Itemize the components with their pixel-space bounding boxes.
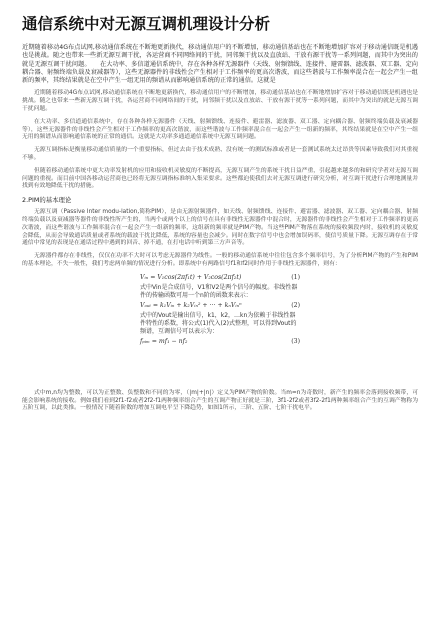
paragraph-pim-order: 式中m,n均为整数，可以为正整数、负整数和不同的为零，（|m|+|n|）定义为PIM产物的阶数。当m=n为奇数时，新产生的频率会落到接收频带，可能会影响系统的接收。例如我们看到2f1-f2或者2f2-f1两种频率组合产生的互调产物正好就是三阶，3f1-2f2或者3f2-2f1两种频率组合产生的互调产物称为五阶互调，以此类推。一般情况下随着阶数的增加互调电平呈下降趋势，如图1所示，三阶、五阶、七阶干扰电平。 [22,389,418,412]
section-heading: 2.PIM的基本理论 [22,196,72,205]
equation-1-text: Vᵢₙ = V₁cos(2πf₁t) + V₂cos(2πf₂t) [140,273,242,281]
equation-3-text: fₚᵢₘ = mf₁ − nf₂ [140,337,188,345]
paragraph-passive-devices: 在大功率、多信道通信系统中，存在各种各样无源器件（天线、射频馈线、连接件、避雷器、滤波器、双工器、定向耦合器、射频终端负载及衰减器等），这些无源器件的非线性会产生相对于工作频率的更高次谐波，而这些谐波与工作频率混合在一起会产生一组新的频率，其终结果就是在空中产生一组无用的频谱从而影响通信系统的正常的通信。这就是大功率多通道通信系统中无源互调问题。 [22,118,418,141]
equation-1-number: (1) [291,273,300,281]
equation-2-explanation: 式中的Vout是输出信号，k1，k2，…kn为依赖于非线性器件特性的系数，将公式(1)代入(2)式整理，可以得到Vout的频谱，互调信号可以表示为： [140,311,297,335]
paragraph-repeat: 近期随着移动4G布点试网,移动通信系统在不断地更新换代，移动通信用户的不断增加，移动通信基站也在不断地增加扩容对于移动通信既是机遇也是挑战。随之也带来一些新无源互调干扰，各运营商不同网络间的干扰，同邻频干扰以及直放站、干放有源干扰等一系列问题，而其中为突出的就是无源互调干扰问题。 [22,90,418,113]
formula-column [140,274,300,346]
paragraph-nonlinearity: 无源器件都存在非线性，仅仅在功率不大时可以考虑无源器件为线性。一般的移动通信系统中往往包含多个频率信号，为了分析PIM产物的产生和PIM的基本理论，不失一般性，我们考虑两单频的情况进行分析。即系统中有两路信号f1和f2同时作用于非线性无源器件，则有： [22,253,418,268]
paragraph-pim-importance: 但随着移动通信系统中更大功率发射机的应用和接收机灵敏度的不断提高，无源互调产生的系统干扰日益严重，引起越来越多的和研究学者对无源互调问题的重视。而目前中国各移动运营商也已经将无源互调指标准纳入集采要求。这些都迫使我们去对无源互调进行研究分析，对互调干扰进行合理地测量并找到有效地降低干扰的措施。 [22,167,418,190]
paragraph-intro: 近期随着移动4G布点试网,移动通信系统在不断地更新换代，移动通信用户的不断增加，移动通信基站也在不断地增加扩容对于移动通信既是机遇也是挑战。随之也带来一些新无源互调干扰，各运营商不同网络间的干扰，同邻频干扰以及直放站、干放有源干扰等一系列问题，而其中为突出的就是无源互调干扰问题。 在大功率、多信道通信系统中，存在各种各样无源器件（天线、射频馈线、连接件、避雷器、滤波器、双工器、定向耦合器、射频终端负载及衰减器等），这些无源器件的非线性会产生相对于工作频率的更高次谐波，而这些谐波与工作频率混合在一起会产生一组新的频率，其终结果就是在空中产生一组无用的频谱从而影响通信系统的正常的通信。这就是 [22,44,418,85]
equation-2-text: Vₒᵤₜ = k₁Vᵢₙ + k₂Vᵢₙ² + ··· + kₙVᵢₙⁿ [140,301,242,309]
article-title: 通信系统中对无源互调机理设计分析 [22,15,271,33]
formula-block [22,274,418,384]
equation-3-number: (3) [291,337,300,345]
equation-1 [140,274,300,282]
equation-1-explanation: 式中Vin是合成信号，V1和V2是两个信号的幅度。非线性器件的传输函数可用一个n阶的函数来表示： [140,283,298,299]
equation-2 [140,302,300,310]
paragraph-pim-definition: 无源互调（Passive Inter modu-lation,简称PIM），是由无源射频器件，如天线、射频馈线、连接件、避雷器、滤波器、双工器、定向耦合器、射频终端负载以及衰减器等器件的非线性所产生的，当两个或两个以上的信号在具有非线性无源器件中混合时，无源器件的非线性会产生相对于工作频率的更高次谐波，而这些谐波与工作频率混合在一起会产生一组新的频率，这组新的频率就是PIM产物。当这些PIM产物落在系统的接收频段内时，接收机的灵敏度会降低，从而会导致通话质量或者系统的载波干扰比降低，系统的容量也会减少。同时在数字信号中也会增加误码率，使信号质量下降。无源互调存在于常通信中常见的表现是在通话过程中遇到的回音、掉不通，在打电话中听到第三方声音等。 [22,209,418,247]
equation-3 [140,338,300,346]
equation-2-number: (2) [291,301,300,309]
paragraph-pim-index: 无源互调指标是衡量移动通信质量的一个重要指标，但过去由于技术成熟、没有统一的测试标准或者是一套测试系统太过昂贵等因素导致我们对其重视不够。 [22,147,418,162]
